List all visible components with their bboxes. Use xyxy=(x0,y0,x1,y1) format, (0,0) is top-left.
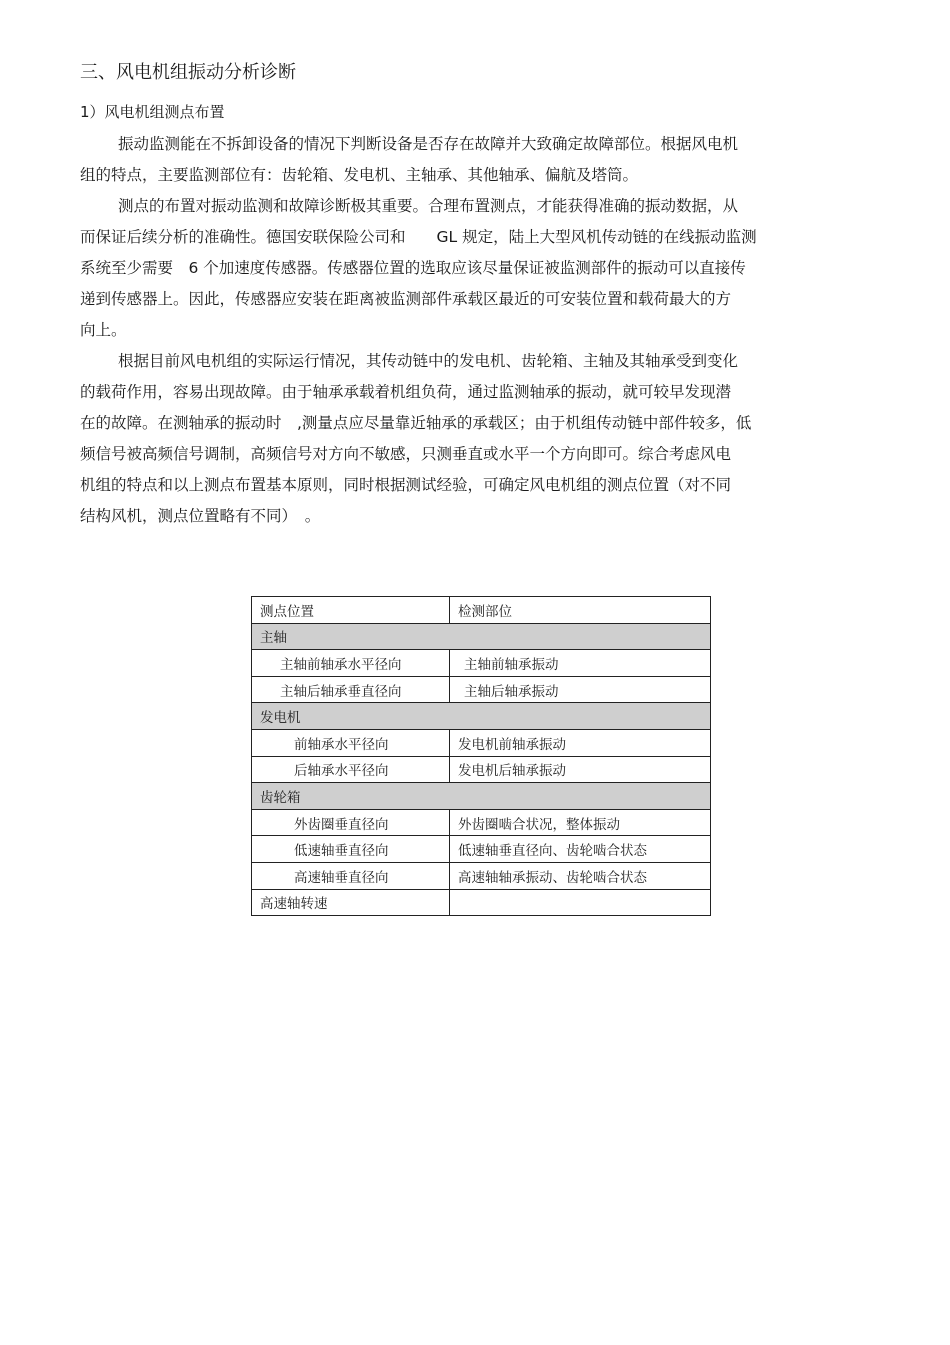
table-cell-part: 低速轴垂直径向、齿轮啮合状态 xyxy=(450,836,711,863)
paragraph-measurement-points xyxy=(80,346,870,532)
table-row xyxy=(252,756,711,783)
table-row xyxy=(252,676,711,703)
subsection-title: 1）风电机组测点布置 xyxy=(80,103,225,121)
table-group-label: 主轴 xyxy=(252,623,711,650)
measurement-point-table xyxy=(251,596,711,916)
table-cell-position: 高速轴转速 xyxy=(252,889,450,916)
table-group-label: 齿轮箱 xyxy=(252,783,711,810)
paragraph-sensor-placement xyxy=(80,191,870,346)
table-header-cell: 测点位置 xyxy=(252,597,450,624)
section-title: 三、风电机组振动分析诊断 xyxy=(80,62,296,83)
table-row xyxy=(252,889,711,916)
table-cell-part: 主轴后轴承振动 xyxy=(450,676,711,703)
paragraph-line: 在的故障。在测轴承的振动时 ,测量点应尽量靠近轴承的承载区；由于机组传动链中部件较多，低 xyxy=(80,414,752,432)
paragraph-line: 测点的布置对振动监测和故障诊断极其重要。合理布置测点，才能获得准确的振动数据，从 xyxy=(118,197,739,215)
table-cell-position: 外齿圈垂直径向 xyxy=(252,809,450,836)
table-cell-part: 外齿圈啮合状况，整体振动 xyxy=(450,809,711,836)
table-cell-part: 发电机前轴承振动 xyxy=(450,729,711,756)
paragraph-line: 振动监测能在不拆卸设备的情况下判断设备是否存在故障并大致确定故障部位。根据风电机 xyxy=(118,135,739,153)
table-cell-position: 后轴承水平径向 xyxy=(252,756,450,783)
table-row xyxy=(252,862,711,889)
table-cell-part: 主轴前轴承振动 xyxy=(450,650,711,677)
table-row xyxy=(252,650,711,677)
paragraph-line: 结构风机，测点位置略有不同） 。 xyxy=(80,507,321,525)
paragraph-line: 递到传感器上。因此，传感器应安装在距离被监测部件承载区最近的可安装位置和载荷最大的方 xyxy=(80,290,732,308)
table-cell-part xyxy=(450,889,711,916)
table-cell-position: 低速轴垂直径向 xyxy=(252,836,450,863)
table-group-row xyxy=(252,783,711,810)
table-header-cell: 检测部位 xyxy=(450,597,711,624)
table-cell-part: 发电机后轴承振动 xyxy=(450,756,711,783)
table-row xyxy=(252,809,711,836)
paragraph-line: 根据目前风电机组的实际运行情况，其传动链中的发电机、齿轮箱、主轴及其轴承受到变化 xyxy=(118,352,739,370)
paragraph-line: 的载荷作用，容易出现故障。由于轴承承载着机组负荷，通过监测轴承的振动，就可较早发现潜 xyxy=(80,383,732,401)
paragraph-line: 频信号被高频信号调制，高频信号对方向不敏感，只测垂直或水平一个方向即可。综合考虑风电 xyxy=(80,445,732,463)
table-cell-position: 前轴承水平径向 xyxy=(252,729,450,756)
table-header-row xyxy=(252,597,711,624)
table-group-row xyxy=(252,623,711,650)
table-row xyxy=(252,836,711,863)
paragraph-line: 而保证后续分析的准确性。德国安联保险公司和 GL 规定，陆上大型风机传动链的在线振动监测 xyxy=(80,228,757,246)
table-row xyxy=(252,729,711,756)
paragraph-line: 系统至少需要 6 个加速度传感器。传感器位置的选取应该尽量保证被监测部件的振动可以直接传 xyxy=(80,259,746,277)
table-group-label: 发电机 xyxy=(252,703,711,730)
table-cell-position: 主轴前轴承水平径向 xyxy=(252,650,450,677)
paragraph-line: 组的特点，主要监测部位有：齿轮箱、发电机、主轴承、其他轴承、偏航及塔筒。 xyxy=(80,166,639,184)
table-cell-position: 高速轴垂直径向 xyxy=(252,862,450,889)
paragraph-line: 向上。 xyxy=(80,321,127,339)
table-cell-position: 主轴后轴承垂直径向 xyxy=(252,676,450,703)
table-group-row xyxy=(252,703,711,730)
paragraph-monitoring-parts xyxy=(80,129,870,191)
paragraph-line: 机组的特点和以上测点布置基本原则，同时根据测试经验，可确定风电机组的测点位置（对不同 xyxy=(80,476,732,494)
table-cell-part: 高速轴轴承振动、齿轮啮合状态 xyxy=(450,862,711,889)
